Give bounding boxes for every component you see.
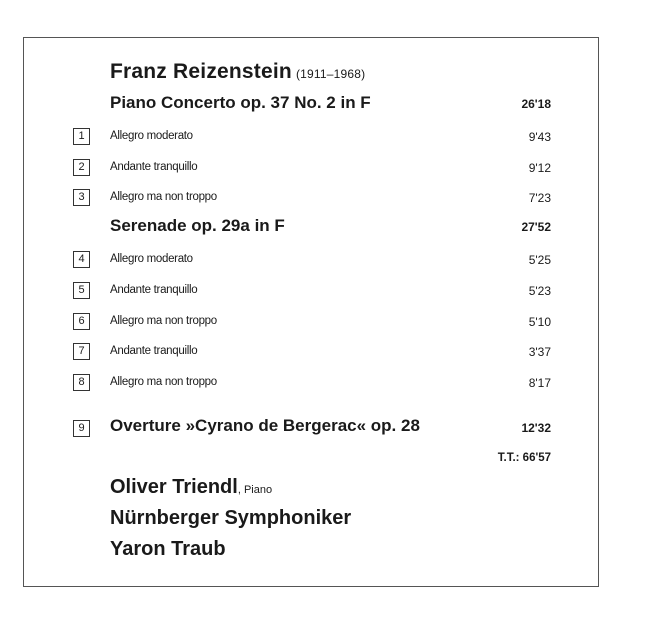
track-number: 5: [73, 282, 90, 299]
movement-title: Andante tranquillo: [110, 284, 198, 296]
track-number: 9: [73, 420, 90, 437]
movement-title: Allegro ma non troppo: [110, 315, 217, 327]
movement-title: Allegro moderato: [110, 253, 193, 265]
work-title: Serenade op. 29a in F: [110, 216, 285, 235]
movement-duration: 5'10: [528, 315, 551, 329]
composer-heading: [110, 60, 365, 84]
composer-dates: (1911–1968): [295, 67, 366, 81]
movement-title: Allegro ma non troppo: [110, 191, 217, 203]
performer-orchestra: Nürnberger Symphoniker: [110, 507, 352, 529]
movement-duration: 8'17: [528, 376, 551, 390]
movement-title: Allegro ma non troppo: [110, 376, 217, 388]
work-duration: 12'32: [521, 421, 551, 435]
track-number: 7: [73, 343, 90, 360]
track-number: 6: [73, 313, 90, 330]
track-number: 3: [73, 189, 90, 206]
performer-soloist: [110, 476, 272, 499]
booklet-frame: [23, 37, 599, 587]
work-duration: 27'52: [521, 220, 551, 234]
movement-duration: 3'37: [528, 345, 551, 359]
composer-name: Franz Reizenstein: [110, 60, 292, 83]
movement-duration: 7'23: [528, 191, 551, 205]
movement-duration: 9'12: [528, 161, 551, 175]
track-number: 4: [73, 251, 90, 268]
total-time: T.T.: 66'57: [497, 452, 551, 464]
performer-name: Oliver Triendl: [110, 476, 238, 498]
movement-duration: 9'43: [528, 130, 551, 144]
movement-title: Andante tranquillo: [110, 345, 198, 357]
performer-conductor: Yaron Traub: [110, 538, 226, 560]
movement-title: Allegro moderato: [110, 130, 193, 142]
work-duration: 26'18: [521, 97, 551, 111]
work-title: Piano Concerto op. 37 No. 2 in F: [110, 93, 371, 112]
movement-title: Andante tranquillo: [110, 161, 198, 173]
track-number: 1: [73, 128, 90, 145]
performer-role: , Piano: [237, 484, 273, 496]
movement-duration: 5'25: [528, 253, 551, 267]
movement-duration: 5'23: [528, 284, 551, 298]
track-number: 2: [73, 159, 90, 176]
track-number: 8: [73, 374, 90, 391]
work-title: Overture »Cyrano de Bergerac« op. 28: [110, 416, 420, 435]
